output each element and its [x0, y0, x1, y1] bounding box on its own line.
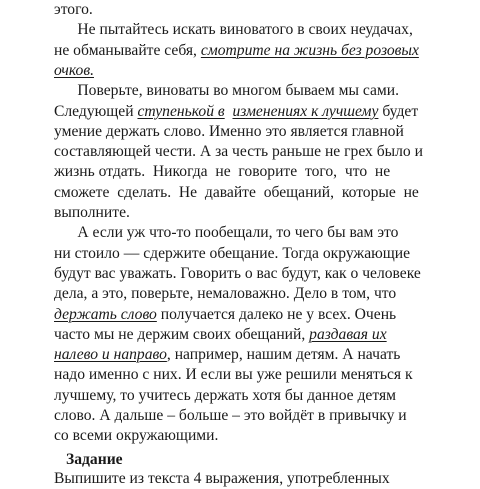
- text-line: [54, 325, 387, 345]
- text-run: сможете сделать. Не давайте обещаний, которые не: [54, 183, 419, 201]
- text-line: [54, 223, 398, 243]
- text-line: [54, 81, 399, 101]
- text-line: [54, 244, 410, 264]
- text-run: , например, нашим детям. А начать: [166, 346, 401, 364]
- text-line: [54, 406, 407, 426]
- text-line: [54, 142, 423, 162]
- text-run: Поверьте, виноваты во многом бываем мы сами.: [54, 82, 400, 100]
- text-run: слово. А дальше – больше – это войдёт в привычку и: [54, 407, 407, 424]
- text-line: [54, 122, 404, 142]
- text-line: [54, 345, 400, 365]
- text-run: надо именно с них. И если вы уже решили меняться к: [54, 366, 413, 384]
- text-line: [54, 61, 94, 81]
- text-run: не обманывайте себя,: [54, 41, 201, 59]
- text-line: [54, 365, 413, 385]
- text-run: выполните.: [54, 204, 130, 221]
- underlined-phrase: налево и направо: [54, 346, 167, 364]
- text-line: [54, 0, 93, 20]
- underlined-phrase: изменениях к лучшему: [232, 102, 379, 120]
- text-run: этого.: [54, 1, 93, 18]
- text-run: получается далеко не у всех. Очень: [156, 305, 397, 323]
- text-run: будет: [378, 102, 419, 120]
- text-run: будут вас уважать. Говорить о вас будут, как о человеке: [54, 264, 421, 282]
- text-line: [54, 41, 419, 61]
- text-run: со всеми окружающими.: [54, 427, 219, 445]
- text-line: [54, 203, 130, 223]
- text-line: [54, 102, 418, 122]
- task-heading: Задание: [66, 451, 123, 468]
- text-line: [54, 183, 419, 203]
- text-run: Не пытайтесь искать виноватого в своих неудачах,: [54, 21, 413, 39]
- text-line: [54, 162, 390, 182]
- underlined-phrase: раздавая их: [309, 325, 387, 343]
- text-run: лучшему, то учитесь держать хотя бы данное детям: [54, 386, 397, 404]
- text-run: ни стоило — сдержите обещание. Тогда окружающие: [54, 244, 411, 262]
- text-run: составляющей чести. А за честь раньше не грех было и: [54, 143, 423, 161]
- text-run: дела, а это, поверьте, немаловажно. Дело в том, что: [54, 285, 397, 303]
- underlined-phrase: ступенькой в: [137, 102, 225, 120]
- text-run: часто мы не держим своих обещаний,: [54, 325, 310, 343]
- text-line: [54, 386, 396, 406]
- text-run: А если уж что-то пообещали, то чего бы вам это: [54, 224, 399, 242]
- underlined-phrase: смотрите на жизнь без розовых: [200, 41, 419, 59]
- task-instruction: Выпишите из текста 4 выражения, употребленных: [54, 470, 390, 487]
- text-line: [54, 426, 218, 446]
- text-run: умение держать слово. Именно это является главной: [54, 122, 404, 140]
- text-run: жизнь отдать. Никогда не говорите того, что не: [54, 163, 391, 181]
- text-line: [54, 305, 396, 325]
- text-line: [54, 264, 421, 284]
- underlined-phrase: держать слово: [54, 305, 157, 323]
- text-line: [54, 20, 413, 40]
- underlined-phrase: очков.: [54, 61, 94, 79]
- text-run: Следующей: [54, 102, 138, 120]
- text-line: [54, 284, 396, 304]
